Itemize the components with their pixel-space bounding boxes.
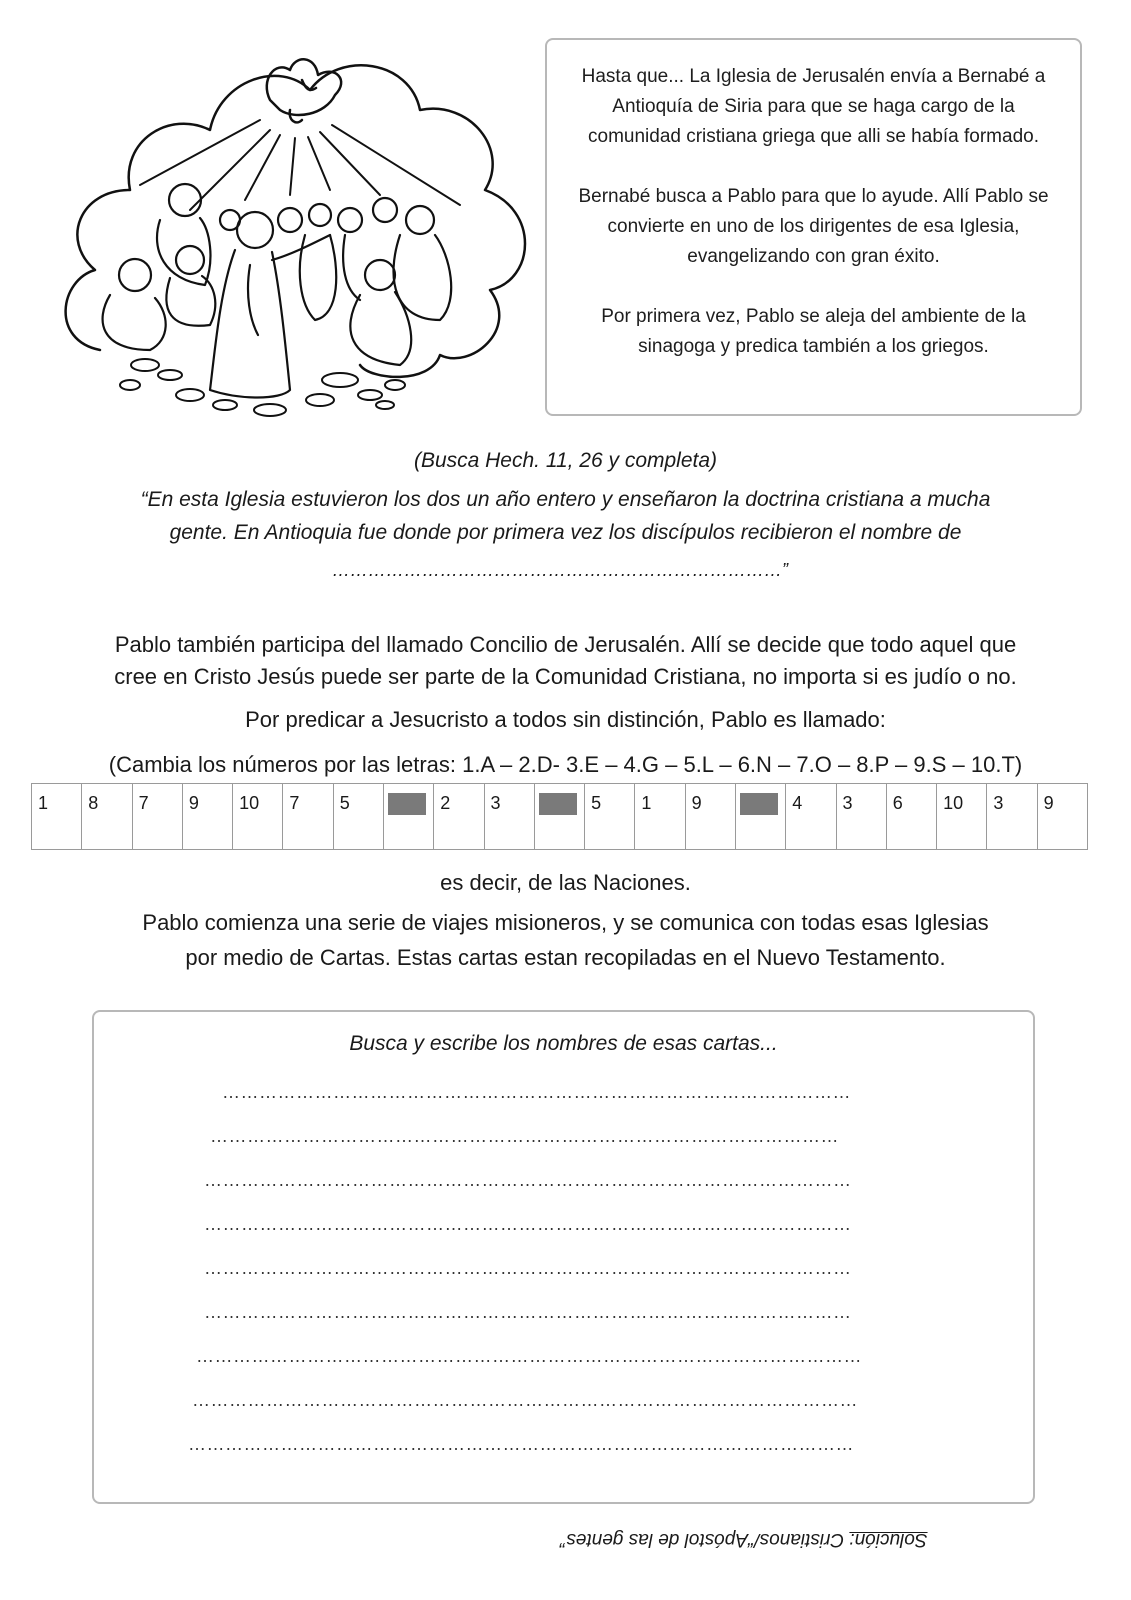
concilio-line-2: cree en Cristo Jesús puede ser parte de la Comunidad Cristiana, no importa si es judío o no. [114, 664, 1017, 689]
pentecost-illustration [40, 20, 540, 440]
code-cell[interactable]: 3 [484, 784, 534, 850]
cipher-code-table [31, 783, 1088, 850]
answer-line[interactable]: …………………………………………………………………………………………… [204, 1170, 852, 1190]
code-cell[interactable]: 8 [82, 784, 132, 850]
code-cell-space [534, 784, 584, 850]
code-cell[interactable]: 7 [283, 784, 333, 850]
code-cell[interactable]: 5 [585, 784, 635, 850]
quote-line-2: gente. En Antioquia fue donde por primera vez los discípulos recibieron el nombre de [169, 521, 962, 544]
code-cell[interactable]: 3 [987, 784, 1037, 850]
code-cell[interactable]: 4 [786, 784, 836, 850]
answer-line[interactable]: …………………………………………………………………………………………… [204, 1258, 852, 1278]
code-cell[interactable]: 9 [182, 784, 232, 850]
context-info-box [545, 38, 1082, 416]
nations-text: es decir, de las Naciones. [440, 870, 691, 895]
journeys-line-2: por medio de Cartas. Estas cartas estan recopiladas en el Nuevo Testamento. [185, 945, 946, 970]
concilio-line-1: Pablo también participa del llamado Concilio de Jerusalén. Allí se decide que todo aquel que [114, 632, 1017, 657]
code-cell[interactable]: 9 [685, 784, 735, 850]
quote-answer-blank[interactable]: …………………………………………………………………” [332, 560, 788, 580]
info-paragraph: Hasta que... La Iglesia de Jerusalén envía a Bernabé a Antioquía de Siria para que se haga cargo de la comunidad cristiana griega que alli se había formado. [581, 66, 1046, 147]
letters-box [92, 1010, 1035, 1504]
code-cell[interactable]: 2 [434, 784, 484, 850]
solution-text: Cristianos/“Apóstol de las gentes” [560, 1529, 850, 1550]
shaded-space-marker [388, 793, 426, 815]
acts-instruction: (Busca Hech. 11, 26 y completa) [413, 449, 718, 472]
solution-label: Solución: [849, 1529, 928, 1550]
shaded-space-marker [740, 793, 778, 815]
answer-line[interactable]: …………………………………………………………………………………………… [204, 1214, 852, 1234]
code-cell-space [735, 784, 785, 850]
code-cell[interactable]: 6 [886, 784, 936, 850]
dove-icon [267, 59, 341, 122]
letters-box-title: Busca y escribe los nombres de esas cartas... [349, 1032, 778, 1055]
answer-line[interactable]: ……………………………………………………………………………………………… [192, 1390, 858, 1410]
code-cell[interactable]: 1 [32, 784, 82, 850]
info-paragraph: Por primera vez, Pablo se aleja del ambiente de la sinagoga y predica también a los griegos. [601, 306, 1026, 357]
called-prompt: Por predicar a Jesucristo a todos sin distinción, Pablo es llamado: [245, 707, 886, 732]
answer-line[interactable]: ……………………………………………………………………………………………… [188, 1434, 854, 1454]
answer-line[interactable]: …………………………………………………………………………………………… [204, 1302, 852, 1322]
people-group [103, 184, 452, 398]
shaded-space-marker [539, 793, 577, 815]
code-cell[interactable]: 10 [937, 784, 987, 850]
code-cell[interactable]: 7 [132, 784, 182, 850]
code-cell[interactable]: 1 [635, 784, 685, 850]
upside-down-solution [560, 1528, 1020, 1550]
quote-line-1: “En esta Iglesia estuvieron los dos un año entero y enseñaron la doctrina cristiana a mucha [140, 488, 991, 511]
code-cell[interactable]: 3 [836, 784, 886, 850]
code-cell[interactable]: 9 [1037, 784, 1087, 850]
light-rays [140, 120, 460, 210]
cipher-hint: (Cambia los números por las letras: 1.A – 2.D- 3.E – 4.G – 5.L – 6.N – 7.O – 8.P – 9.S – 10.T) [108, 752, 1023, 777]
code-cell[interactable]: 5 [333, 784, 383, 850]
journeys-line-1: Pablo comienza una serie de viajes misioneros, y se comunica con todas esas Iglesias [142, 910, 989, 935]
cloud-outline [66, 65, 525, 377]
answer-line[interactable]: ……………………………………………………………………………………………… [196, 1346, 862, 1366]
code-cell[interactable]: 10 [233, 784, 283, 850]
answer-line[interactable]: ………………………………………………………………………………………… [222, 1082, 851, 1102]
code-cell-space [383, 784, 433, 850]
answer-line[interactable]: ………………………………………………………………………………………… [210, 1126, 839, 1146]
info-paragraph: Bernabé busca a Pablo para que lo ayude. Allí Pablo se convierte en uno de los dirigentes de esa Iglesia, evangelizando con gran éxito. [578, 186, 1049, 267]
